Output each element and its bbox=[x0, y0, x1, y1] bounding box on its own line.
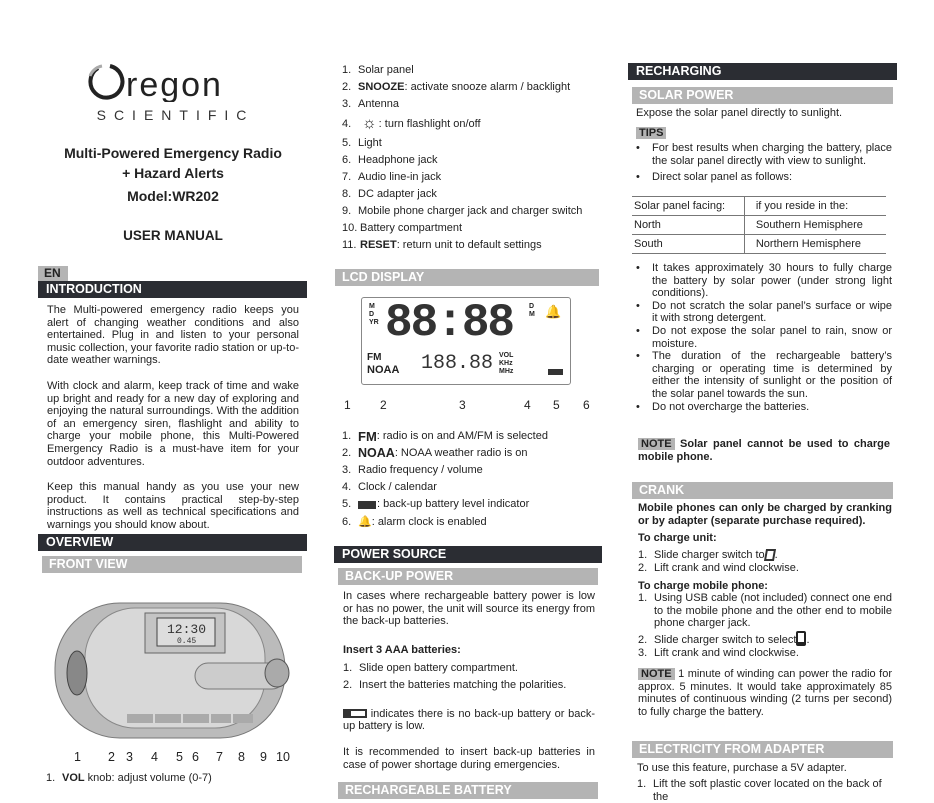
charge-unit-title: To charge unit: bbox=[638, 532, 717, 544]
intro-paragraph: Keep this manual handy as you use your new product. It contains practical step-by-step instructions as well as technical specifications and warnings you should know about. bbox=[47, 481, 299, 531]
crank-intro: Mobile phones can only be charged by cranking or by adapter (separate purchase required). bbox=[638, 502, 892, 527]
lcd-frequency-segments: 188.88 bbox=[421, 352, 494, 375]
backup-paragraph: In cases where rechargeable battery power is low or has no power, the unit will source its energy from the back-up batteries. bbox=[343, 590, 595, 628]
lcd-diagram: M D YR 88:88 D M 🔔 FM NOAA 188.88 VOL KHz MHz 1 2 3 4 5 6 bbox=[344, 297, 590, 412]
parts-item: 7. Audio line-in jack bbox=[342, 171, 442, 183]
callout-4: 4 bbox=[151, 750, 158, 764]
tips-list: • For best results when charging the battery, place the solar panel directly with view to sunlight. • Direct solar panel as follows: bbox=[636, 142, 892, 184]
parts-list bbox=[342, 62, 604, 254]
title-model: Model:WR202 bbox=[127, 188, 219, 204]
user-manual-title: USER MANUAL bbox=[123, 228, 223, 243]
callout-1: 1 bbox=[74, 750, 81, 764]
backup-power-heading: BACK-UP POWER bbox=[338, 568, 598, 585]
recharging-heading: RECHARGING bbox=[628, 63, 897, 80]
battery-icon bbox=[358, 501, 376, 509]
lcd-legend-list bbox=[342, 428, 604, 532]
front-view-heading: FRONT VIEW bbox=[42, 556, 302, 573]
oregon-logo bbox=[88, 62, 263, 123]
callout-8: 8 bbox=[238, 750, 245, 764]
intro-paragraph: With clock and alarm, keep track of time and wake up bright and ready for a new day of exploring and enjoying the natural surroundings. With the addition of an emergency siren, flashlight and ability to charge your mobile phone, this Multi-Powered Emergency Radio is a must-have item for your outdoor adventures. bbox=[47, 379, 299, 468]
table-row: South Northern Hemisphere bbox=[632, 235, 886, 254]
rechargeable-battery-heading: RECHARGEABLE BATTERY bbox=[338, 782, 598, 799]
front-view-callouts bbox=[40, 750, 300, 766]
parts-item: 1. Solar panel bbox=[342, 64, 414, 76]
backup-recommendation: It is recommended to insert back-up batteries in case of power shortage during emergencies. bbox=[343, 745, 595, 771]
callout-9: 9 bbox=[260, 750, 267, 764]
vol-description: knob: adjust volume (0-7) bbox=[84, 772, 212, 784]
parts-item: 6. Headphone jack bbox=[342, 154, 438, 166]
callout-7: 7 bbox=[216, 750, 223, 764]
charge-phone-title: To charge mobile phone: bbox=[638, 580, 768, 593]
lcd-display-heading: LCD DISPLAY bbox=[335, 269, 599, 286]
battery-steps: 1. Slide open battery compartment. 2. Insert the batteries matching the polarities. bbox=[343, 661, 567, 691]
callout-10: 10 bbox=[276, 750, 290, 764]
parts-item: 4. ☼ : turn flashlight on/off bbox=[342, 113, 604, 135]
overview-item-1: 1. VOL knob: adjust volume (0-7) bbox=[46, 772, 212, 784]
lcd-legend-item: 6. 🔔 : alarm clock is enabled bbox=[342, 513, 604, 532]
parts-item: 10. Battery compartment bbox=[342, 222, 463, 234]
lcd-clock-segments: 88:88 bbox=[385, 297, 514, 349]
crank-heading: CRANK bbox=[632, 482, 893, 499]
radio-lcd-time: 12:30 bbox=[167, 622, 207, 637]
fm-icon: FM bbox=[358, 429, 377, 444]
crank-note: NOTE 1 minute of winding can power the radio for approx. 5 minutes. It would take approximately 85 minutes of continuous winding (2 turns per second) to fully charge the battery. bbox=[638, 668, 892, 718]
alarm-bell-icon: 🔔 bbox=[545, 304, 562, 319]
parts-item: 11. RESET : return unit to default settings bbox=[342, 239, 542, 251]
callout-2: 2 bbox=[108, 750, 115, 764]
adapter-text: To use this feature, purchase a 5V adapter. bbox=[637, 762, 847, 774]
lcd-fm-label: FM bbox=[367, 352, 382, 363]
logo-subtitle: SCIENTIFIC bbox=[96, 107, 255, 123]
parts-item: 9. Mobile phone charger jack and charger switch bbox=[342, 205, 583, 217]
radio-lcd-frequency: 0.45 bbox=[177, 637, 197, 646]
solar-power-heading: SOLAR POWER bbox=[632, 87, 893, 104]
sun-flashlight-icon: ☼ bbox=[362, 115, 377, 132]
power-source-heading: POWER SOURCE bbox=[334, 546, 602, 563]
adapter-heading: ELECTRICITY FROM ADAPTER bbox=[632, 741, 893, 758]
svg-text:regon: regon bbox=[126, 66, 223, 102]
table-row: Solar panel facing: if you reside in the: bbox=[632, 197, 886, 216]
callout-5: 5 bbox=[176, 750, 183, 764]
low-battery-icon bbox=[343, 709, 367, 718]
overview-heading: OVERVIEW bbox=[38, 534, 307, 551]
language-tab: EN bbox=[38, 266, 68, 281]
charge-phone-steps: 1. Using USB cable (not included) connect one end to the mobile phone and the other end to mobile phone charger jack. 2. Slide charger switch to select . 3. Lift crank and wind clockwise. bbox=[638, 592, 892, 659]
lcd-mdyr-label: M D YR bbox=[369, 303, 379, 326]
parts-item: 8. DC adapter jack bbox=[342, 188, 437, 200]
lcd-legend-item: 2. NOAA : NOAA weather radio is on bbox=[342, 446, 528, 460]
solar-expose: Expose the solar panel directly to sunlight. bbox=[636, 107, 843, 119]
lcd-legend-item: 4. Clock / calendar bbox=[342, 481, 437, 493]
noaa-icon: NOAA bbox=[358, 446, 395, 460]
parts-item: 5. Light bbox=[342, 137, 382, 149]
vol-label: VOL bbox=[62, 772, 85, 784]
battery-level-icon bbox=[548, 369, 563, 375]
logo-mark bbox=[88, 62, 263, 102]
title-line1: Multi-Powered Emergency Radio bbox=[64, 145, 282, 161]
adapter-steps: 1. Lift the soft plastic cover located on the back of the bbox=[637, 778, 882, 803]
product-title bbox=[38, 143, 308, 246]
lcd-units: VOL KHz MHz bbox=[499, 352, 514, 375]
charge-unit-steps: 1. Slide charger switch to . 2. Lift crank and wind clockwise. bbox=[638, 549, 799, 574]
insert-batteries-title: Insert 3 AAA batteries: bbox=[343, 643, 461, 656]
bell-icon: 🔔 bbox=[358, 516, 372, 528]
callout-6: 6 bbox=[192, 750, 199, 764]
solar-direction-table bbox=[632, 196, 886, 254]
radio-front-illustration bbox=[45, 588, 295, 748]
parts-item: 2. SNOOZE : activate snooze alarm / backlight bbox=[342, 81, 571, 93]
solar-note: NOTE Solar panel cannot be used to charge mobile phone. bbox=[638, 438, 890, 463]
crank-charge-icon bbox=[764, 549, 776, 561]
tips-label: TIPS bbox=[636, 127, 666, 139]
solar-bullets: • It takes approximately 30 hours to fully charge the battery by solar power (under strong light conditions). • Do not scratch the solar panel’s surface or wipe it with strong detergent. • Do not expose the solar panel to rain, snow or moisture. • The duration of the rechargeable battery’s charging or operating time is determined by either the intensity of sunlight or the position of the solar panel towards the sun. • Do not overcharge the batteries. bbox=[636, 262, 892, 413]
low-battery-note: indicates there is no back-up battery or back-up battery is low. bbox=[343, 707, 595, 733]
callout-3: 3 bbox=[126, 750, 133, 764]
lcd-dm-label: D M bbox=[529, 303, 535, 318]
mobile-phone-icon bbox=[796, 631, 806, 646]
lcd-legend-item: 1. FM : radio is on and AM/FM is selected bbox=[342, 429, 548, 444]
lcd-noaa-label: NOAA bbox=[367, 364, 400, 376]
title-line2: + Hazard Alerts bbox=[122, 165, 224, 181]
intro-paragraph: The Multi-powered emergency radio keeps you alert of changing weather conditions and also entertained. Plug in and listen to your personal music collection, your favorite radio station or up-to-date weather warnings. bbox=[47, 304, 299, 367]
lcd-legend-item: 5. : back-up battery level indicator bbox=[342, 498, 530, 510]
introduction-heading: INTRODUCTION bbox=[38, 281, 307, 298]
lcd-legend-item: 3. Radio frequency / volume bbox=[342, 464, 483, 476]
table-row: North Southern Hemisphere bbox=[632, 216, 886, 235]
parts-item: 3. Antenna bbox=[342, 98, 399, 110]
